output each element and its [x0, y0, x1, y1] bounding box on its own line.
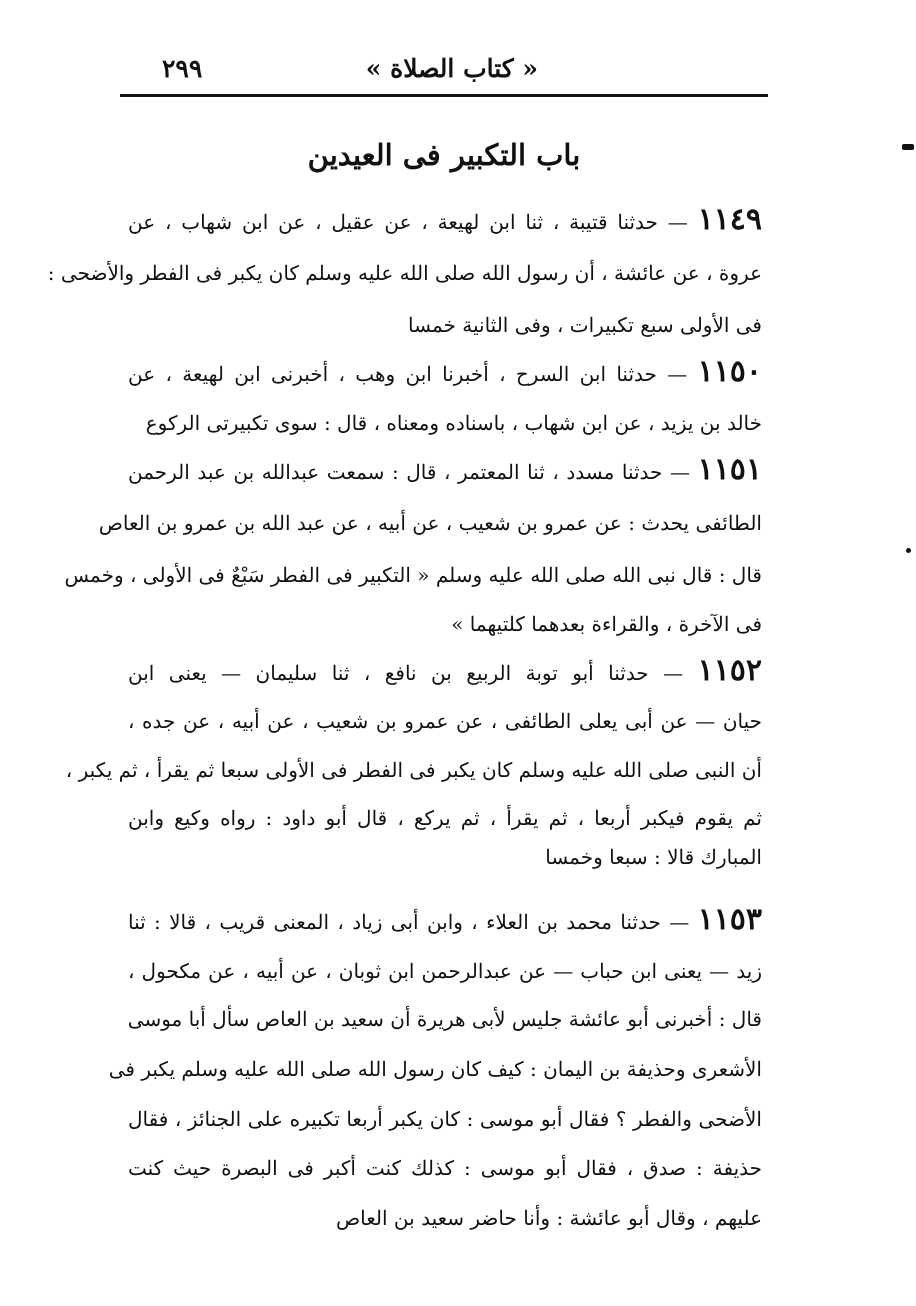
page-number: ٢٩٩ — [162, 54, 203, 83]
hadith-number: ١١٤٩ — [697, 202, 763, 237]
header-rule — [120, 94, 768, 97]
hadith-1153-line-5: الأضحى والفطر ؟ فقال أبو موسى : كان يكبر أربعا تكبيره على الجنائز ، فقال — [128, 1107, 762, 1131]
hadith-text: — حدثنا قتيبة ، ثنا ابن لهيعة ، عن عقيل ، عن ابن شهاب ، عن — [128, 210, 688, 234]
hadith-1152-line-3: أن النبى صلى الله عليه وسلم كان يكبر فى الفطر فى الأولى سبعا ثم يقرأ ، ثم يكبر ، — [65, 758, 762, 782]
hadith-1152-line-1 — [128, 653, 762, 688]
hadith-text: — حدثنا ابن السرح ، أخبرنا ابن وهب ، أخبرنى ابن لهيعة ، عن — [128, 362, 688, 386]
hadith-1149-line-1 — [128, 202, 763, 237]
hadith-1153-line-1 — [128, 902, 763, 937]
hadith-1150-line-2: خالد بن يزيد ، عن ابن شهاب ، باسناده ومعناه ، قال : سوى تكبيرتى الركوع — [145, 411, 762, 435]
hadith-text: — حدثنا محمد بن العلاء ، وابن أبى زياد ، المعنى قريب ، قالا : ثنا — [128, 910, 690, 934]
hadith-1151-line-2: الطائفى يحدث : عن عمرو بن شعيب ، عن أبيه ، عن عبد الله بن عمرو بن العاص — [98, 511, 762, 535]
hadith-1153-line-4: الأشعرى وحذيفة بن اليمان : كيف كان رسول الله صلى الله عليه وسلم يكبر فى — [108, 1057, 762, 1081]
scan-edge-mark — [902, 144, 914, 150]
hadith-1152-line-4: ثم يقوم فيكبر أربعا ، ثم يقرأ ، ثم يركع ، قال أبو داود : رواه وكيع وابن — [128, 806, 762, 830]
hadith-1151-line-4: فى الآخرة ، والقراءة بعدهما كلتيهما » — [451, 612, 762, 636]
hadith-text: — حدثنا مسدد ، ثنا المعتمر ، قال : سمعت عبدالله بن عبد الرحمن — [128, 460, 690, 484]
hadith-1151-line-3: قال : قال نبى الله صلى الله عليه وسلم « التكبير فى الفطر سَبْعٌ فى الأولى ، وخمس — [64, 563, 762, 587]
hadith-1153-line-7: عليهم ، وقال أبو عائشة : وأنا حاضر سعيد بن العاص — [336, 1206, 762, 1230]
hadith-1149-line-2: عروة ، عن عائشة ، أن رسول الله صلى الله عليه وسلم كان يكبر فى الفطر والأضحى : — [47, 261, 762, 285]
hadith-number: ١١٥٢ — [697, 653, 762, 688]
hadith-text: — حدثنا أبو توبة الربيع بن نافع ، ثنا سليمان — يعنى ابن — [128, 661, 684, 685]
hadith-1149-line-3: فى الأولى سبع تكبيرات ، وفى الثانية خمسا — [408, 313, 762, 337]
hadith-1153-line-6: حذيفة : صدق ، فقال أبو موسى : كذلك كنت أكبر فى البصرة حيث كنت — [128, 1156, 763, 1180]
hadith-1152-line-5: المبارك قالا : سبعا وخمسا — [545, 845, 762, 869]
chapter-title: باب التكبير فى العيدين — [307, 138, 581, 172]
hadith-number: ١١٥١ — [697, 452, 762, 487]
hadith-1150-line-1 — [128, 354, 762, 389]
book-title: « كتاب الصلاة » — [365, 54, 538, 83]
hadith-number: ١١٥٣ — [697, 902, 763, 937]
hadith-1153-line-3: قال : أخبرنى أبو عائشة جليس لأبى هريرة أن سعيد بن العاص سأل أبا موسى — [127, 1007, 762, 1031]
scan-edge-dot — [906, 548, 911, 553]
hadith-1152-line-2: حيان — عن أبى يعلى الطائفى ، عن عمرو بن شعيب ، عن أبيه ، عن جده ، — [128, 709, 762, 733]
hadith-1151-line-1 — [128, 452, 762, 487]
hadith-number: ١١٥٠ — [697, 354, 762, 389]
running-header — [120, 52, 768, 92]
hadith-1153-line-2: زيد — يعنى ابن حباب — عن عبدالرحمن ابن ثوبان ، عن أبيه ، عن مكحول ، — [128, 959, 762, 983]
